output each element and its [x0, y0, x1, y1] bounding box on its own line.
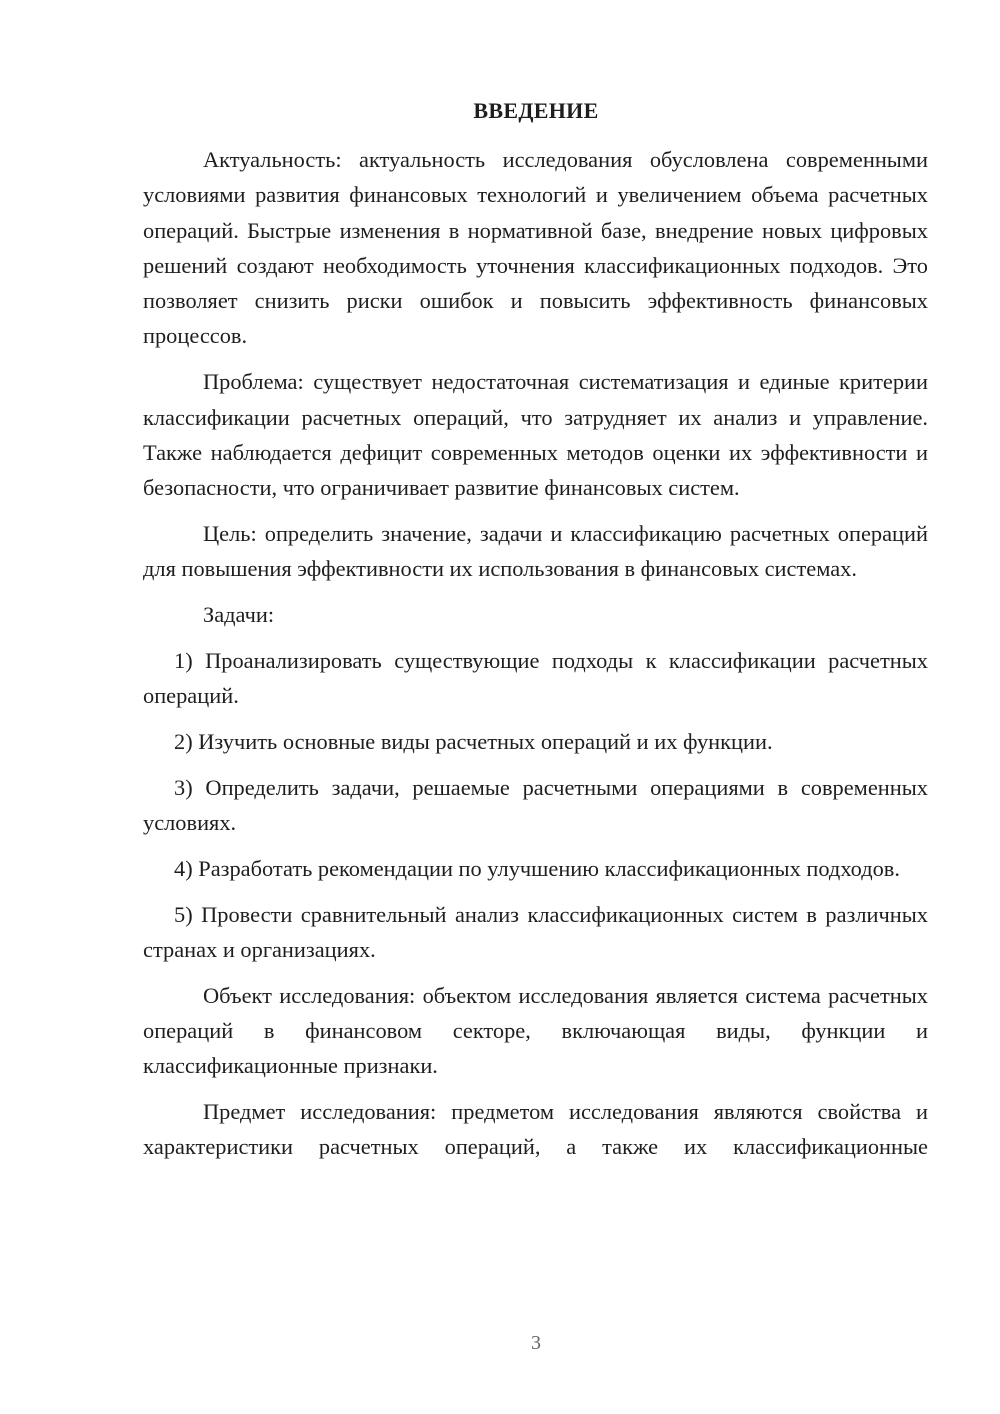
page-number: 3 — [531, 1332, 541, 1354]
paragraph-problem: Проблема: существует недостаточная систематизация и единые критерии классификации расчетных операций, что затрудняет их анализ и управление. Также наблюдается дефицит современных методов оценки их эффективности и безопасности, что ограничивает развитие финансовых систем. — [143, 369, 928, 501]
paragraph-object: Объект исследования: объектом исследования является система расчетных операций в финансовом секторе, включающая виды, функции и классификационные признаки. — [143, 982, 928, 1079]
tasks-title: Задачи: — [203, 602, 275, 628]
body-text — [143, 142, 928, 1175]
section-heading: ВВЕДЕНИЕ — [473, 98, 599, 123]
task-item-1: 1) Проанализировать существующие подходы к классификации расчетных операций. — [143, 647, 928, 709]
paragraph-subject: Предмет исследования: предметом исследования являются свойства и характеристики расчетных операций, а также их классификационные — [143, 1099, 928, 1160]
task-item-3: 3) Определить задачи, решаемые расчетными операциями в современных условиях. — [143, 774, 928, 836]
task-item-4: 4) Разработать рекомендации по улучшению классификационных подходов. — [174, 855, 900, 881]
task-item-2: 2) Изучить основные виды расчетных операций и их функции. — [174, 728, 773, 754]
task-item-5: 5) Провести сравнительный анализ классификационных систем в различных странах и организациях. — [143, 901, 928, 962]
paragraph-actuality: Актуальность: актуальность исследования обусловлена современными условиями развития финансовых технологий и увеличением объема расчетных операций. Быстрые изменения в нормативной базе, внедрение новых цифровых решений создают необходимость уточнения классификационных подходов. Это позволяет снизить риски ошибок и повысить эффективность финансовых процессов. — [143, 147, 928, 349]
paragraph-goal: Цель: определить значение, задачи и классификацию расчетных операций для повышения эффективности их использования в финансовых системах. — [143, 520, 928, 582]
